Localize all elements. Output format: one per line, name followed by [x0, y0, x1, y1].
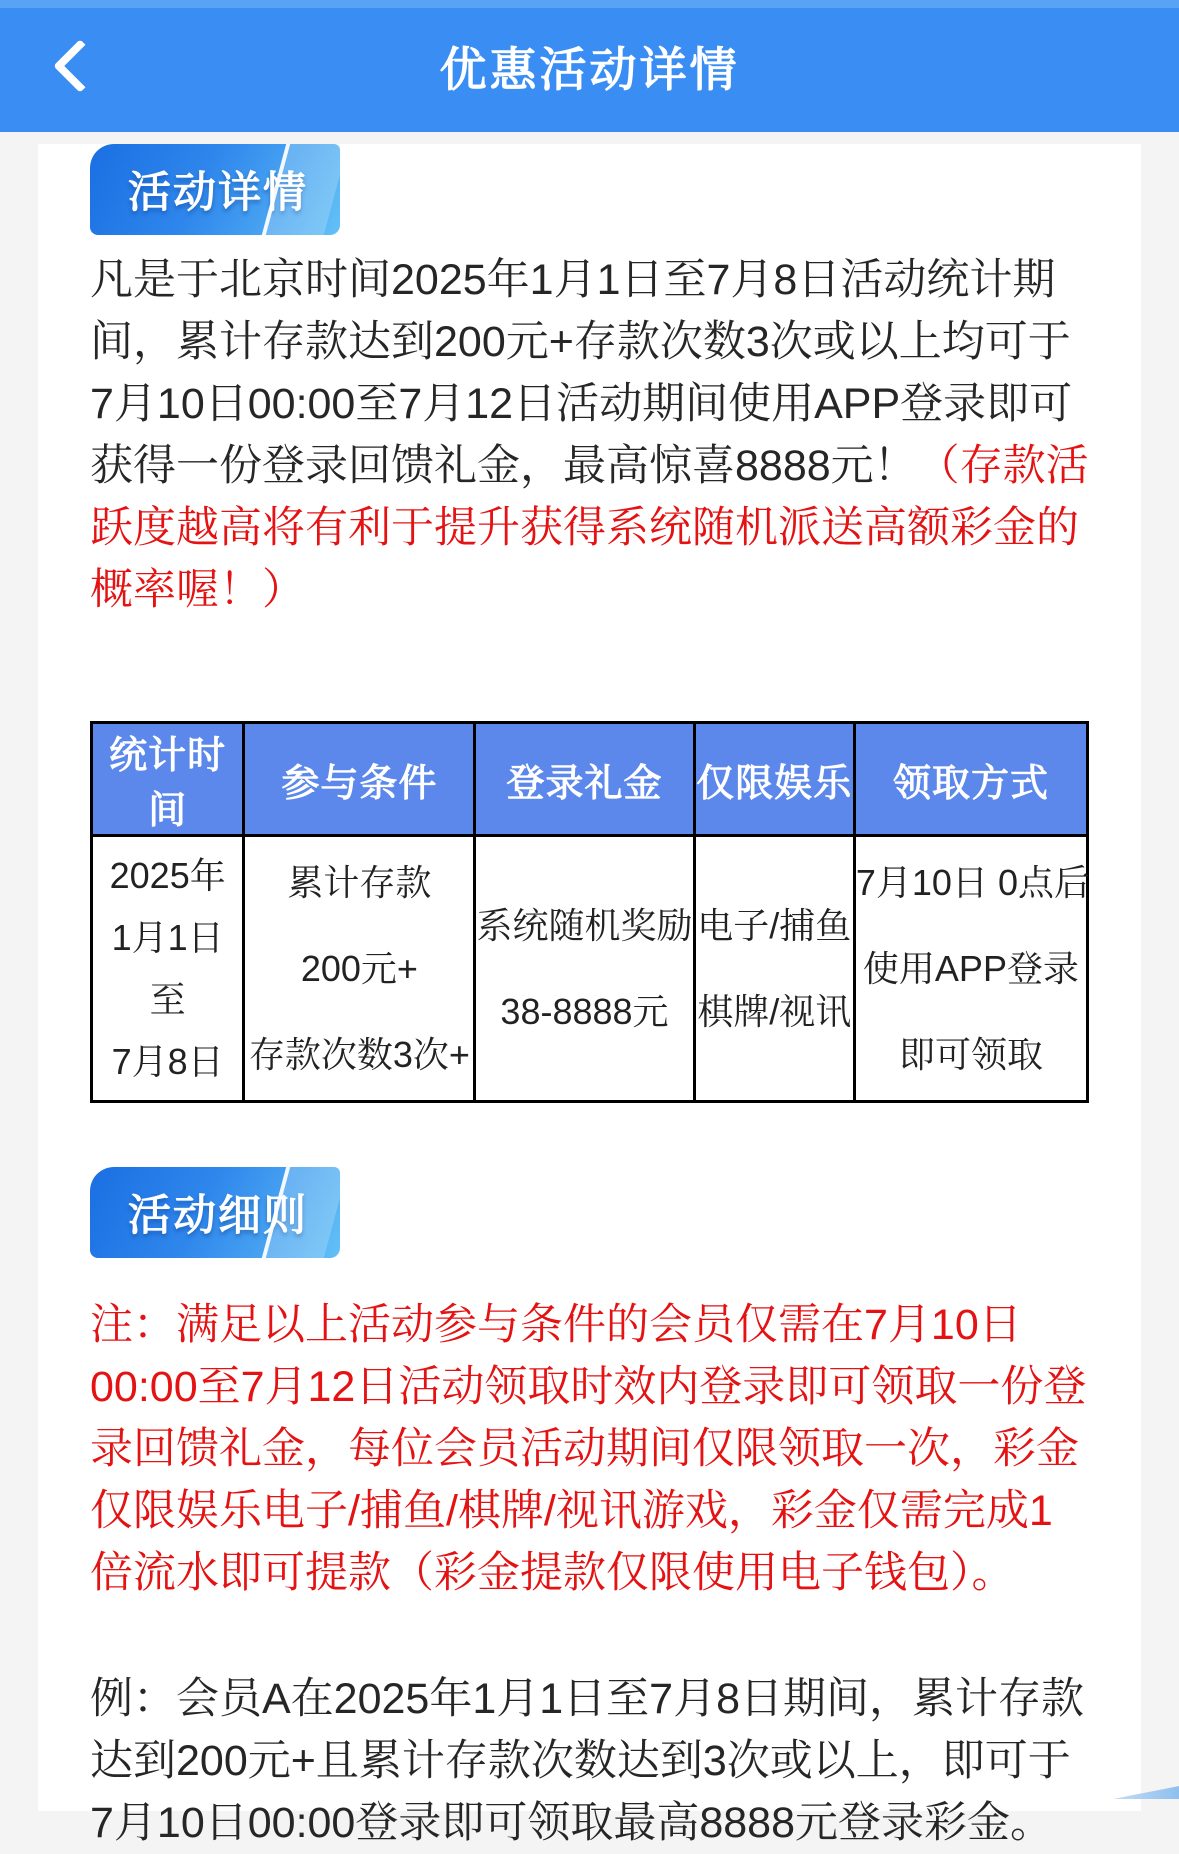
section-badge-details-label: 活动详情	[128, 169, 308, 217]
table-cell-games: 电子/捕鱼 棋牌/视讯	[694, 836, 854, 1102]
chevron-left-icon	[53, 39, 107, 93]
back-button[interactable]	[40, 0, 120, 132]
page-title: 优惠活动详情	[439, 42, 740, 96]
intro-paragraph	[90, 249, 1089, 621]
table-row	[92, 836, 1088, 1102]
intro-text: 凡是于北京时间2025年1月1日至7月8日活动统计期间，累计存款达到200元+存款次数3次或以上均可于7月10日00:00至7月12日活动期间使用APP登录即可获得一份登录回馈礼金，最高惊喜8888元！	[90, 256, 1073, 490]
content-card	[38, 144, 1141, 1847]
table-header-claim: 领取方式	[854, 723, 1087, 836]
table-header-condition: 参与条件	[244, 723, 475, 836]
table-header-games: 仅限娱乐	[694, 723, 854, 836]
table-header-row	[92, 723, 1088, 836]
rules-example: 例：会员A在2025年1月1日至7月8日期间，累计存款达到200元+且累计存款次数达到3次或以上，即可于7月10日00:00登录即可领取最高8888元登录彩金。	[90, 1675, 1084, 1847]
table-header-time: 统计时间	[92, 723, 244, 836]
activity-table	[90, 721, 1089, 1103]
rules-note: 注：满足以上活动参与条件的会员仅需在7月10日00:00至7月12日活动领取时效内登录即可领取一份登录回馈礼金，每位会员活动期间仅限领取一次，彩金仅限娱乐电子/捕鱼/棋牌/视讯游戏，彩金仅需完成1倍流水即可提款（彩金提款仅限使用电子钱包）。	[90, 1301, 1087, 1597]
section-badge-rules	[90, 1167, 340, 1258]
app-header	[0, 0, 1179, 132]
table-cell-claim: 7月10日 0点后 使用APP登录 即可领取	[854, 836, 1087, 1102]
table-cell-condition: 累计存款 200元+ 存款次数3次+	[244, 836, 475, 1102]
table-header-gift: 登录礼金	[475, 723, 694, 836]
table-cell-time: 2025年 1月1日 至 7月8日	[92, 836, 244, 1102]
section-badge-details	[90, 144, 340, 235]
section-badge-rules-label: 活动细则	[128, 1192, 308, 1240]
intro-red-note: （存款活跃度越高将有利于提升获得系统随机派送高额彩金的概率喔！）	[90, 442, 1089, 614]
table-cell-gift: 系统随机奖励 38-8888元	[475, 836, 694, 1102]
